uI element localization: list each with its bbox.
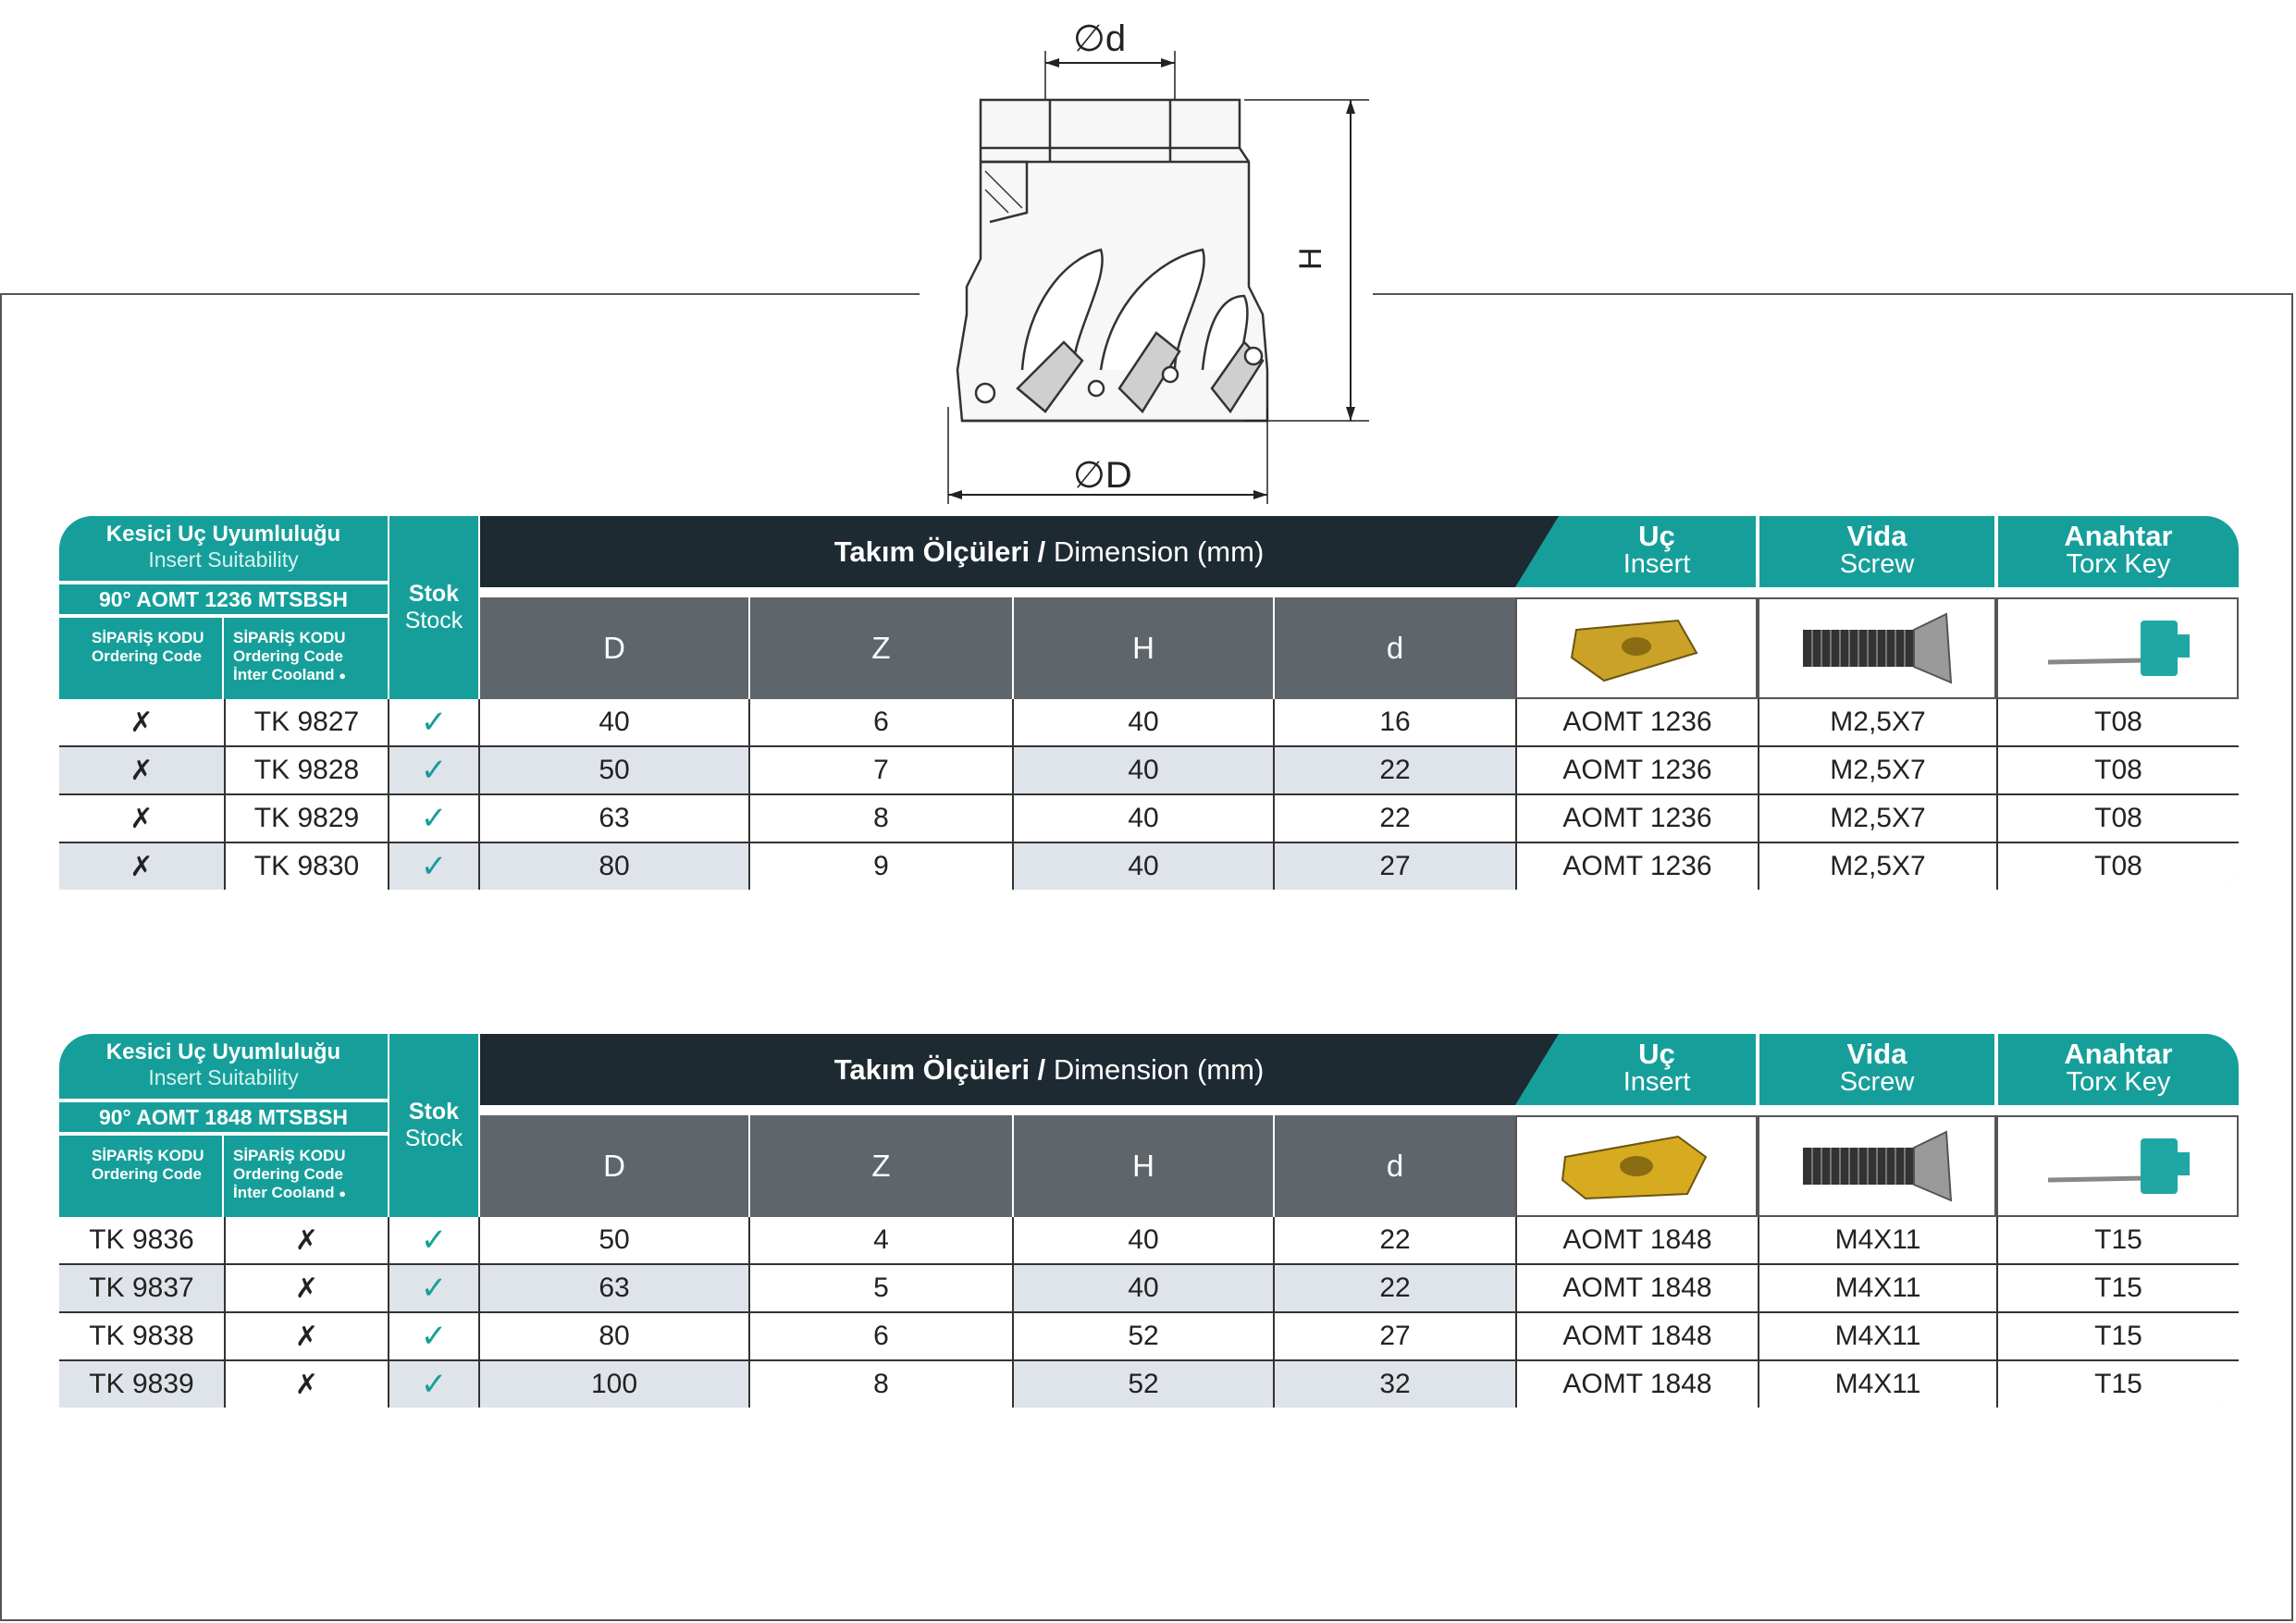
d-cell: 22	[1273, 795, 1515, 842]
table-row	[59, 843, 2239, 890]
ordering-code-coolant-cell: ✗	[224, 1217, 388, 1263]
col-head-d: d	[1273, 1115, 1515, 1217]
ordering-code-coolant-cell: TK 9829	[224, 795, 388, 842]
screw-header	[1758, 1034, 1994, 1105]
ordering2-en-label: Ordering Code	[233, 647, 344, 665]
big-d-label: ∅D	[1073, 455, 1132, 496]
insert-cell: AOMT 1848	[1515, 1313, 1758, 1359]
ordering-en-label: Ordering Code	[92, 647, 203, 665]
insert-cell: AOMT 1848	[1515, 1217, 1758, 1263]
torx-key-image	[1996, 597, 2239, 699]
key-tr-label: Anahtar	[2064, 520, 2173, 552]
small-d-label: ∅d	[1073, 18, 1127, 59]
H-cell: 40	[1012, 1265, 1273, 1311]
D-cell: 40	[478, 699, 748, 745]
droplet-icon: ●	[339, 669, 347, 682]
H-cell: 40	[1012, 795, 1273, 842]
insert-image	[1515, 597, 1758, 699]
ordering2-tr-label: SİPARİŞ KODU	[233, 1147, 346, 1164]
suitability-en-label: Insert Suitability	[148, 547, 299, 572]
D-cell: 50	[478, 747, 748, 793]
ordering-code-cell: ✗	[130, 803, 154, 834]
torx-key-header	[1996, 1034, 2239, 1105]
Z-cell: 7	[748, 747, 1012, 793]
key-en-label: Torx Key	[2066, 1067, 2171, 1097]
H-cell: 40	[1012, 1217, 1273, 1263]
cutter-body	[957, 100, 1267, 421]
ordering-code-coolant-header	[224, 618, 388, 699]
ordering2-tr-label: SİPARİŞ KODU	[233, 629, 346, 646]
col-head-D: D	[478, 1115, 748, 1217]
d-cell: 22	[1273, 1217, 1515, 1263]
H-cell: 40	[1012, 699, 1273, 745]
key-en-label: Torx Key	[2066, 549, 2171, 579]
d-cell: 22	[1273, 747, 1515, 793]
d-cell: 27	[1273, 1313, 1515, 1359]
suitability-tr-label: Kesici Uç Uyumluluğu	[105, 522, 341, 547]
insert-cell: AOMT 1848	[1515, 1361, 1758, 1408]
product-table-1	[59, 516, 2239, 884]
stock-en-label: Stock	[404, 1125, 463, 1151]
H-cell: 40	[1012, 747, 1273, 793]
ordering-code-coolant-cell: ✗	[224, 1313, 388, 1359]
ordering-code-header	[59, 618, 224, 699]
torx-key-icon	[2034, 607, 2201, 690]
H-cell: 52	[1012, 1313, 1273, 1359]
screw-cell: M4X11	[1758, 1217, 1996, 1263]
ordering-tr-label: SİPARİŞ KODU	[92, 1147, 204, 1164]
col-head-Z: Z	[748, 1115, 1012, 1217]
Z-cell: 5	[748, 1265, 1012, 1311]
screw-image	[1758, 1115, 1996, 1217]
insert-cell: AOMT 1236	[1515, 699, 1758, 745]
screw-cell: M2,5X7	[1758, 843, 1996, 890]
col-head-Z: Z	[748, 597, 1012, 699]
insert-cell: AOMT 1848	[1515, 1265, 1758, 1311]
D-cell: 63	[478, 795, 748, 842]
col-head-H: H	[1012, 597, 1273, 699]
insert-model-label: 90° AOMT 1848 MTSBSH	[98, 1105, 349, 1129]
dim-title-rest: Dimension (mm)	[1045, 1052, 1265, 1086]
ordering-code-coolant-cell: ✗	[224, 1265, 388, 1311]
stock-check-icon: ✓	[388, 747, 478, 793]
ordering-code-cell: TK 9838	[89, 1321, 194, 1351]
stock-tr-label: Stok	[408, 581, 460, 607]
insert-suitability-header	[59, 516, 388, 581]
Z-cell: 6	[748, 1313, 1012, 1359]
col-head-d: d	[1273, 597, 1515, 699]
ordering-code-cell: ✗	[130, 755, 154, 786]
Z-cell: 9	[748, 843, 1012, 890]
key-tr-label: Anahtar	[2064, 1038, 2173, 1070]
cutter-drawing	[925, 0, 1378, 518]
screw-cell: M4X11	[1758, 1313, 1996, 1359]
ordering-tr-label: SİPARİŞ KODU	[92, 629, 204, 646]
dim-title-bold: Takım Ölçüleri /	[833, 1052, 1046, 1086]
stock-check-icon: ✓	[388, 699, 478, 745]
h-label: H	[1293, 247, 1328, 270]
screw-cell: M4X11	[1758, 1361, 1996, 1408]
ordering-code-cell: ✗	[130, 851, 154, 882]
col-head-D: D	[478, 597, 748, 699]
insert-tr-label: Uç	[1638, 520, 1675, 552]
dim-title-bold: Takım Ölçüleri /	[833, 535, 1046, 568]
screw-en-label: Screw	[1839, 549, 1915, 579]
table-row	[59, 699, 2239, 745]
droplet-icon: ●	[339, 1187, 347, 1200]
table-row	[59, 795, 2239, 842]
key-cell: T15	[1996, 1313, 2239, 1359]
insert-model-header	[59, 1100, 388, 1134]
product-table-2	[59, 1034, 2239, 1402]
dim-title-rest: Dimension (mm)	[1045, 535, 1265, 568]
screw-header	[1758, 516, 1994, 587]
ordering2-en2-label: İnter Cooland	[233, 1184, 335, 1201]
d-cell: 16	[1273, 699, 1515, 745]
d-cell: 22	[1273, 1265, 1515, 1311]
insert-tr-label: Uç	[1638, 1038, 1675, 1070]
dimension-title	[480, 1034, 1618, 1105]
D-cell: 80	[478, 843, 748, 890]
col-head-H: H	[1012, 1115, 1273, 1217]
insert-en-label: Insert	[1623, 1067, 1691, 1097]
table-row	[59, 1265, 2239, 1311]
insert-image	[1515, 1115, 1758, 1217]
ordering2-en2-label: İnter Cooland	[233, 666, 335, 683]
ordering-code-coolant-header	[224, 1136, 388, 1217]
insert-en-label: Insert	[1623, 549, 1691, 579]
table-row	[59, 1217, 2239, 1263]
D-cell: 100	[478, 1361, 748, 1408]
stock-en-label: Stock	[404, 608, 463, 633]
screw-en-label: Screw	[1839, 1067, 1915, 1097]
d-cell: 32	[1273, 1361, 1515, 1408]
torx-key-image	[1996, 1115, 2239, 1217]
table-row	[59, 1313, 2239, 1359]
key-cell: T15	[1996, 1217, 2239, 1263]
ordering-code-cell: TK 9839	[89, 1369, 194, 1399]
ordering-code-coolant-cell: TK 9830	[224, 843, 388, 890]
ordering-code-coolant-cell: TK 9828	[224, 747, 388, 793]
insert-icon	[1558, 1129, 1715, 1203]
torx-key-icon	[2034, 1125, 2201, 1208]
torx-key-header	[1996, 516, 2239, 587]
stock-check-icon: ✓	[388, 1313, 478, 1359]
d-cell: 27	[1273, 843, 1515, 890]
Z-cell: 8	[748, 1361, 1012, 1408]
insert-cell: AOMT 1236	[1515, 747, 1758, 793]
screw-icon	[1794, 1125, 1960, 1208]
stock-check-icon: ✓	[388, 1217, 478, 1263]
ordering2-en-label: Ordering Code	[233, 1165, 344, 1183]
stock-check-icon: ✓	[388, 1361, 478, 1408]
stock-tr-label: Stok	[408, 1099, 460, 1125]
stock-check-icon: ✓	[388, 1265, 478, 1311]
H-cell: 40	[1012, 843, 1273, 890]
insert-model-label: 90° AOMT 1236 MTSBSH	[98, 587, 349, 611]
ordering-code-coolant-cell: ✗	[224, 1361, 388, 1408]
D-cell: 63	[478, 1265, 748, 1311]
D-cell: 50	[478, 1217, 748, 1263]
ordering-code-cell: TK 9836	[89, 1224, 194, 1255]
ordering-code-cell: ✗	[130, 707, 154, 738]
screw-cell: M2,5X7	[1758, 747, 1996, 793]
D-cell: 80	[478, 1313, 748, 1359]
H-cell: 52	[1012, 1361, 1273, 1408]
key-cell: T08	[1996, 843, 2239, 890]
key-cell: T08	[1996, 795, 2239, 842]
dimension-title	[480, 516, 1618, 587]
ordering-code-coolant-cell: TK 9827	[224, 699, 388, 745]
insert-model-header	[59, 583, 388, 616]
screw-tr-label: Vida	[1846, 520, 1907, 552]
insert-icon	[1567, 611, 1706, 685]
insert-cell: AOMT 1236	[1515, 843, 1758, 890]
key-cell: T08	[1996, 699, 2239, 745]
stock-header	[389, 516, 478, 699]
insert-suitability-header	[59, 1034, 388, 1099]
key-cell: T15	[1996, 1265, 2239, 1311]
suitability-tr-label: Kesici Uç Uyumluluğu	[105, 1039, 341, 1064]
screw-icon	[1794, 607, 1960, 690]
table-row	[59, 747, 2239, 793]
Z-cell: 6	[748, 699, 1012, 745]
key-cell: T15	[1996, 1361, 2239, 1408]
table-row	[59, 1361, 2239, 1408]
ordering-code-cell: TK 9837	[89, 1273, 194, 1303]
insert-cell: AOMT 1236	[1515, 795, 1758, 842]
screw-cell: M2,5X7	[1758, 699, 1996, 745]
screw-image	[1758, 597, 1996, 699]
screw-tr-label: Vida	[1846, 1038, 1907, 1070]
Z-cell: 4	[748, 1217, 1012, 1263]
ordering-en-label: Ordering Code	[92, 1165, 203, 1183]
suitability-en-label: Insert Suitability	[148, 1065, 299, 1089]
ordering-code-header	[59, 1136, 224, 1217]
stock-check-icon: ✓	[388, 795, 478, 842]
stock-header	[389, 1034, 478, 1217]
screw-cell: M4X11	[1758, 1265, 1996, 1311]
stock-check-icon: ✓	[388, 843, 478, 890]
Z-cell: 8	[748, 795, 1012, 842]
key-cell: T08	[1996, 747, 2239, 793]
screw-cell: M2,5X7	[1758, 795, 1996, 842]
